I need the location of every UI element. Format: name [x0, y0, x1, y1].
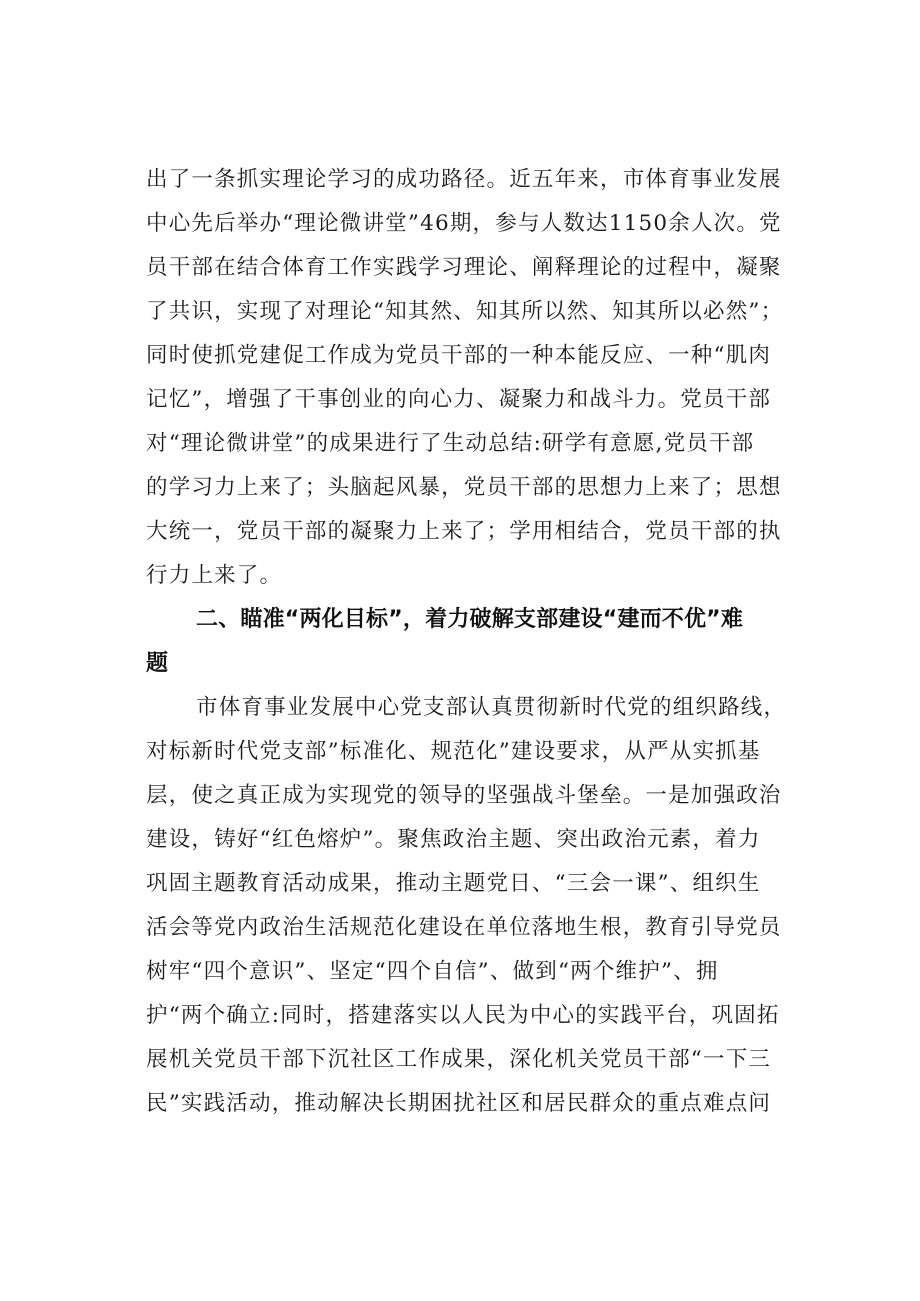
paragraph-line: 大统一，党员干部的凝聚力上来了；学用相结合，党员干部的执 — [146, 519, 782, 544]
paragraph-line: 出了一条抓实理论学习的成功路径。近五年来，市体育事业发展 — [146, 167, 782, 192]
paragraph-line: 建设，铸好“红色熔炉”。聚焦政治主题、突出政治元素，着力 — [146, 827, 761, 852]
paragraph-line: 同时使抓党建促工作成为党员干部的一种本能反应、一种“肌肉 — [146, 343, 772, 368]
paragraph-line: 展机关党员干部下沉社区工作成果，深化机关党员干部“一下三 — [146, 1047, 772, 1072]
paragraph-line: 中心先后举办“理论微讲堂”46期，参与人数达1150余人次。党 — [146, 211, 782, 236]
paragraph-line: 了共识，实现了对理论“知其然、知其所以然、知其所以必然”； — [146, 299, 784, 324]
paragraph-line: 市体育事业发展中心党支部认真贯彻新时代党的组织路线， — [196, 695, 787, 720]
paragraph-line: 护“两个确立:同时，搭建落实以人民为中心的实践平台，巩固拓 — [146, 1003, 780, 1028]
paragraph-line: 层，使之真正成为实现党的领导的坚强战斗堡垒。一是加强政治 — [146, 783, 782, 808]
paragraph-line: 对标新时代党支部”标准化、规范化”建设要求，从严从实抓基 — [146, 739, 761, 764]
paragraph-line: 树牢“四个意识”、坚定“四个自信”、做到“两个维护”、拥 — [146, 959, 719, 984]
paragraph-line: 记忆”，增强了干事创业的向心力、凝聚力和战斗力。党员干部 — [146, 387, 772, 412]
paragraph-line: 活会等党内政治生活规范化建设在单位落地生根，教育引导党员 — [146, 915, 782, 940]
paragraph-line: 对“理论微讲堂”的成果进行了生动总结:研学有意愿,党员干部 — [146, 431, 755, 456]
paragraph-line: 行力上来了。 — [146, 563, 283, 588]
section-heading-continued: 题 — [146, 651, 169, 676]
paragraph-line: 民”实践活动，推动解决长期困扰社区和居民群众的重点难点问 — [146, 1091, 772, 1116]
paragraph-line: 员干部在结合体育工作实践学习理论、阐释理论的过程中，凝聚 — [146, 255, 782, 280]
paragraph-line: 巩固主题教育活动成果，推动主题党日、“三会一课”、组织生 — [146, 871, 761, 896]
paragraph-line: 的学习力上来了；头脑起风暴，党员干部的思想力上来了；思想 — [146, 475, 782, 500]
section-heading: 二、瞄准“两化目标”，着力破解支部建设“建而不优”难 — [196, 607, 744, 632]
